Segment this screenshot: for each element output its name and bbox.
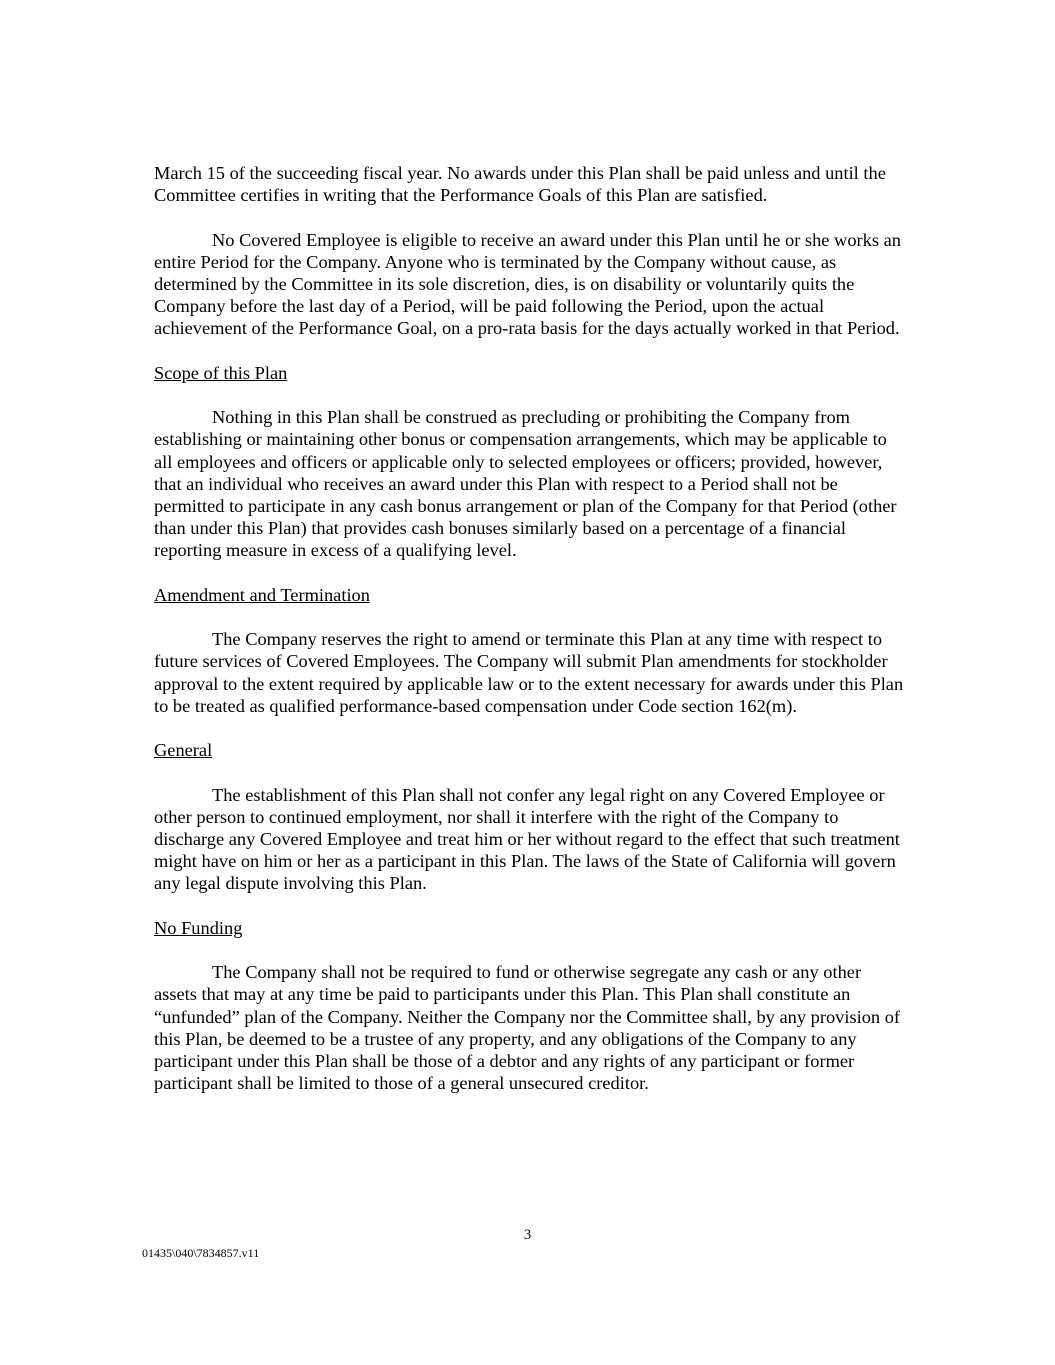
paragraph-continuation: March 15 of the succeeding fiscal year. No awards under this Plan shall be paid unless and until the Committee certifies in writing that the Performance Goals of this Plan are satisfied. xyxy=(154,163,886,206)
section-heading-amendment: Amendment and Termination xyxy=(154,584,370,605)
section-body-amendment: The Company reserves the right to amend or terminate this Plan at any time with respect to future services of Covered Employees. The Company will submit Plan amendments for stockholder approval to the extent required by applicable law or to the extent necessary for awards under this Plan to be treated as qualified performance-based compensation under Code section 162(m). xyxy=(154,629,904,716)
paragraph-eligibility: No Covered Employee is eligible to receive an award under this Plan until he or she works an entire Period for the Company. Anyone who is terminated by the Company without cause, as determined by the Committee in its sole discretion, dies, is on disability or voluntarily quits the Company before the last day of a Period, will be paid following the Period, upon the actual achievement of the Performance Goal, on a pro-rata basis for the days actually worked in that Period. xyxy=(154,229,901,339)
page-number: 3 xyxy=(523,1227,532,1243)
section-body-general: The establishment of this Plan shall not confer any legal right on any Covered Employee or other person to continued employment, nor shall it interfere with the right of the Company to discharge any Covered Employee and treat him or her without regard to the effect that such treatment might have on him or her as a participant in this Plan. The laws of the State of California will govern any legal dispute involving this Plan. xyxy=(154,784,900,894)
section-heading-no-funding: No Funding xyxy=(154,917,243,938)
section-heading-scope: Scope of this Plan xyxy=(154,362,288,383)
document-body xyxy=(154,162,906,1117)
document-id: 01435\040\7834857.v11 xyxy=(142,1246,260,1260)
section-body-scope: Nothing in this Plan shall be construed as precluding or prohibiting the Company from establishing or maintaining other bonus or compensation arrangements, which may be applicable to all employees and officers or applicable only to selected employees or officers; provided, however, that an individual who receives an award under this Plan with respect to a Period shall not be permitted to participate in any cash bonus arrangement or plan of the Company for that Period (other than under this Plan) that provides cash bonuses similarly based on a percentage of a financial reporting measure in excess of a qualifying level. xyxy=(154,407,897,561)
section-heading-general: General xyxy=(154,740,213,761)
section-body-no-funding: The Company shall not be required to fund or otherwise segregate any cash or any other assets that may at any time be paid to participants under this Plan. This Plan shall constitute an “unfunded” plan of the Company. Neither the Company nor the Committee shall, by any provision of this Plan, be deemed to be a trustee of any property, and any obligations of the Company to any participant under this Plan shall be those of a debtor and any rights of any participant or former participant shall be limited to those of a general unsecured creditor. xyxy=(154,962,901,1094)
